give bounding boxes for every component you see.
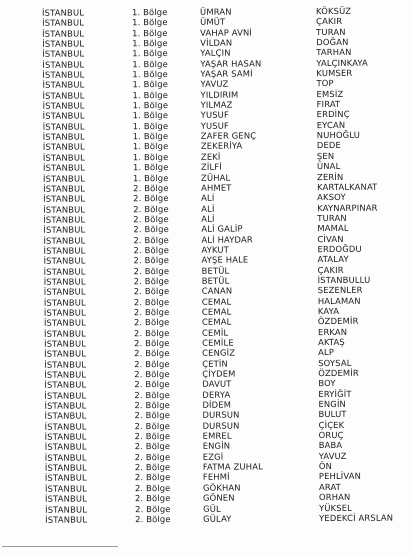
region-cell: 1. Bölge (132, 38, 168, 49)
city-cell: İSTANBUL (43, 307, 86, 318)
city-cell: İSTANBUL (42, 152, 85, 163)
city-cell: İSTANBUL (43, 328, 87, 339)
region-cell: 2. Bölge (133, 182, 169, 194)
last-name-cell: EYCAN (316, 119, 346, 130)
region-cell: 2. Bölge (133, 255, 170, 266)
first-name-cell: ALİ (201, 213, 215, 224)
last-name-cell: KAYA (317, 305, 340, 317)
region-cell: 2. Bölge (133, 296, 170, 307)
first-name-cell: ÇETİN (202, 358, 228, 369)
last-name-cell: KÖKSÜZ (315, 5, 352, 17)
city-cell: İSTANBUL (42, 79, 85, 91)
city-cell: İSTANBUL (44, 348, 87, 360)
city-cell: İSTANBUL (44, 483, 87, 494)
first-name-cell: YUSUF (200, 110, 229, 121)
city-cell: İSTANBUL (44, 338, 87, 349)
last-name-cell: NUHOĞLU (316, 129, 361, 141)
city-cell: İSTANBUL (43, 286, 86, 298)
region-cell: 2. Bölge (133, 286, 170, 297)
last-name-cell: KARTALKANAT (317, 181, 378, 192)
first-name-cell: ÇİYDEM (202, 368, 236, 379)
region-cell: 2. Bölge (133, 275, 170, 287)
last-name-cell: KUMSER (316, 67, 353, 79)
first-name-cell: DİDEM (202, 399, 232, 410)
region-cell: 2. Bölge (134, 420, 171, 431)
first-name-cell: CENGİZ (202, 347, 236, 359)
region-cell: 2. Bölge (133, 244, 170, 256)
last-name-cell: ÇAKIR (316, 16, 343, 27)
city-cell: İSTANBUL (43, 276, 86, 287)
region-cell: 2. Bölge (134, 400, 170, 411)
city-cell: İSTANBUL (42, 17, 85, 29)
city-cell: İSTANBUL (44, 462, 87, 473)
name-list (0, 5, 413, 525)
region-cell: 1. Bölge (131, 6, 168, 18)
first-name-cell: ÜMRAN (199, 6, 232, 17)
last-name-cell: ZERİN (317, 171, 344, 182)
first-name-cell: AYKUT (201, 244, 229, 255)
region-cell: 2. Bölge (134, 389, 170, 400)
region-cell: 2. Bölge (133, 317, 170, 328)
first-name-cell: CEMİL (201, 327, 229, 338)
city-cell: İSTANBUL (42, 59, 85, 70)
region-cell: 2. Bölge (134, 462, 171, 473)
city-cell: İSTANBUL (44, 452, 87, 463)
city-cell: İSTANBUL (45, 503, 88, 515)
region-cell: 2. Bölge (133, 224, 169, 235)
region-cell: 2. Bölge (135, 503, 171, 514)
last-name-cell: YÜKSEL (319, 502, 353, 513)
last-name-cell: EMSİZ (316, 88, 344, 99)
last-name-cell: ENGİN (318, 398, 346, 410)
first-name-cell: ALİ (201, 203, 215, 214)
first-name-cell: CEMAL (201, 316, 232, 328)
region-cell: 1. Bölge (132, 89, 169, 100)
last-name-cell: ERYİĞİT (318, 388, 352, 399)
city-cell: İSTANBUL (42, 131, 85, 142)
region-cell: 2. Bölge (134, 337, 170, 349)
last-name-cell: İSTANBULLU (317, 274, 371, 286)
first-name-cell: AYŞE HALE (201, 254, 249, 266)
region-cell: 2. Bölge (134, 358, 170, 369)
region-cell: 2. Bölge (134, 431, 171, 442)
first-name-cell: DAVUT (202, 378, 232, 390)
last-name-cell: ERDİNÇ (316, 109, 350, 120)
first-name-cell: YILMAZ (200, 99, 233, 110)
city-cell: İSTANBUL (44, 359, 87, 370)
first-name-cell: ZİLFİ (200, 161, 222, 172)
last-name-cell: ÜNAL (316, 161, 341, 172)
city-cell: İSTANBUL (43, 193, 86, 204)
city-cell: İSTANBUL (44, 493, 88, 504)
first-name-cell: DURSUN (202, 420, 240, 431)
region-cell: 2. Bölge (134, 441, 171, 452)
last-name-cell: ATALAY (317, 254, 349, 265)
first-name-cell: GÖKHAN (202, 482, 241, 493)
region-cell: 2. Bölge (134, 482, 171, 493)
first-name-cell: AHMET (201, 182, 232, 193)
last-name-cell: TARHAN (316, 47, 352, 58)
first-name-cell: EMREL (202, 430, 232, 441)
last-name-cell: ORHAN (318, 492, 351, 503)
last-name-cell: SOYSAL (318, 357, 352, 368)
last-name-cell: ARAT (318, 481, 341, 492)
first-name-cell: GÜLAY (203, 513, 232, 524)
city-cell: İSTANBUL (42, 121, 85, 132)
region-cell: 2. Bölge (134, 410, 171, 421)
city-cell: İSTANBUL (43, 172, 86, 184)
city-cell: İSTANBUL (43, 266, 86, 277)
first-name-cell: YALÇIN (200, 47, 231, 59)
first-name-cell: YUSUF (200, 120, 230, 131)
region-cell: 2. Bölge (134, 493, 171, 504)
list-row (3, 512, 413, 525)
last-name-cell: ALP (318, 347, 335, 358)
region-cell: 2. Bölge (134, 348, 170, 359)
first-name-cell: FATMA ZUHAL (202, 461, 263, 472)
first-name-cell: DERYA (202, 389, 231, 400)
city-cell: İSTANBUL (42, 69, 85, 80)
city-cell: İSTANBUL (43, 204, 86, 215)
region-cell: 1. Bölge (132, 131, 169, 142)
city-cell: İSTANBUL (44, 441, 87, 453)
last-name-cell: BABA (318, 440, 343, 451)
region-cell: 2. Bölge (133, 306, 170, 318)
first-name-cell: ZEKİ (200, 151, 221, 162)
first-name-cell: YAŞAR HASAN (200, 58, 262, 69)
last-name-cell: ÖZDEMİR (318, 367, 359, 379)
footer-rule (2, 546, 118, 547)
last-name-cell: CİVAN (317, 233, 344, 244)
last-name-cell: TURAN (317, 212, 347, 223)
city-cell: İSTANBUL (41, 7, 85, 18)
region-cell: 1. Bölge (132, 27, 168, 38)
last-name-cell: ÇİÇEK (318, 419, 345, 430)
first-name-cell: EZGİ (202, 451, 224, 462)
city-cell: İSTANBUL (42, 28, 85, 39)
first-name-cell: ZEKERİYA (200, 140, 243, 152)
last-name-cell: ERDOĞDU (317, 243, 362, 254)
first-name-cell: BETÜL (201, 275, 230, 286)
city-cell: İSTANBUL (43, 245, 86, 256)
region-cell: 2. Bölge (133, 203, 169, 214)
first-name-cell: ALİ GALİP (201, 223, 243, 234)
first-name-cell: YAŞAR SAMİ (200, 68, 253, 79)
first-name-cell: YILDIRIM (200, 89, 239, 100)
first-name-cell: GÖNEN (202, 492, 235, 503)
region-cell: 1. Bölge (132, 151, 169, 163)
last-name-cell: ÇAKIR (317, 264, 344, 275)
last-name-cell: PEHLİVAN (318, 471, 362, 482)
first-name-cell: ZÜHAL (201, 172, 231, 183)
city-cell: İSTANBUL (43, 224, 86, 235)
city-cell: İSTANBUL (42, 162, 86, 173)
city-cell: İSTANBUL (43, 255, 86, 266)
city-cell: İSTANBUL (43, 183, 86, 194)
last-name-cell: AKSOY (317, 192, 346, 203)
last-name-cell: SEZENLER (317, 285, 363, 296)
city-cell: İSTANBUL (44, 472, 87, 484)
region-cell: 1. Bölge (132, 141, 169, 152)
region-cell: 2. Bölge (133, 265, 170, 276)
region-cell: 1. Bölge (132, 17, 168, 28)
city-cell: İSTANBUL (44, 431, 87, 442)
city-cell: İSTANBUL (44, 410, 87, 422)
city-cell: İSTANBUL (44, 390, 87, 401)
city-cell: İSTANBUL (42, 90, 85, 101)
region-cell: 1. Bölge (132, 120, 169, 131)
region-cell: 1. Bölge (132, 162, 169, 173)
last-name-cell: ŞEN (316, 150, 335, 161)
first-name-cell: VAHAP AVNİ (200, 27, 253, 38)
last-name-cell: BOY (318, 378, 336, 389)
region-cell: 2. Bölge (134, 472, 171, 483)
last-name-cell: KAYNARPINAR (317, 202, 378, 213)
region-cell: 1. Bölge (132, 48, 168, 59)
first-name-cell: ZAFER GENÇ (200, 130, 257, 141)
last-name-cell: YEDEKCİ ARSLAN (319, 512, 394, 523)
first-name-cell: ALİ HAYDAR (201, 234, 253, 245)
city-cell: İSTANBUL (43, 297, 86, 308)
last-name-cell: FIRAT (316, 99, 341, 110)
last-name-cell: BULUT (318, 409, 347, 420)
last-name-cell: DOĞAN (316, 36, 349, 48)
region-cell: 1. Bölge (132, 100, 169, 111)
last-name-cell: ERKAN (317, 326, 348, 337)
region-cell: 2. Bölge (133, 327, 170, 338)
last-name-cell: ORUÇ (318, 430, 344, 441)
region-cell: 2. Bölge (133, 213, 169, 225)
region-cell: 2. Bölge (134, 451, 171, 462)
city-cell: İSTANBUL (42, 100, 85, 111)
last-name-cell: MAMAL (317, 223, 349, 234)
last-name-cell: YALÇINKAYA (316, 57, 368, 68)
city-cell: İSTANBUL (42, 38, 85, 49)
region-cell: 2. Bölge (133, 193, 169, 204)
region-cell: 2. Bölge (134, 379, 170, 390)
first-name-cell: CEMAL (201, 306, 232, 317)
first-name-cell: ENGİN (202, 441, 231, 452)
last-name-cell: DEDE (316, 140, 341, 151)
city-cell: İSTANBUL (44, 369, 87, 380)
region-cell: 1. Bölge (132, 79, 169, 90)
last-name-cell: HALAMAN (317, 295, 361, 306)
first-name-cell: ALİ (201, 192, 215, 203)
first-name-cell: ÜMÜT (200, 16, 226, 28)
region-cell: 1. Bölge (133, 172, 169, 183)
region-cell: 2. Bölge (133, 234, 169, 245)
last-name-cell: YAVUZ (318, 450, 347, 461)
city-cell: İSTANBUL (42, 141, 85, 153)
first-name-cell: CANAN (201, 285, 233, 297)
last-name-cell: TOP (316, 78, 334, 89)
region-cell: 1. Bölge (132, 110, 169, 121)
first-name-cell: CEMAL (201, 296, 232, 307)
last-name-cell: AKTAŞ (318, 336, 345, 348)
first-name-cell: CEMİLE (202, 337, 234, 348)
region-cell: 2. Bölge (134, 369, 170, 380)
region-cell: 1. Bölge (132, 69, 168, 80)
region-cell: 1. Bölge (132, 58, 168, 69)
first-name-cell: GÜL (203, 503, 221, 514)
city-cell: İSTANBUL (42, 110, 85, 122)
last-name-cell: TURAN (316, 26, 346, 37)
first-name-cell: BETÜL (201, 265, 230, 276)
last-name-cell: ÖN (318, 461, 333, 472)
region-cell: 2. Bölge (135, 513, 171, 525)
city-cell: İSTANBUL (43, 317, 86, 329)
last-name-cell: ÖZDEMİR (317, 316, 359, 327)
city-cell: İSTANBUL (45, 514, 88, 525)
city-cell: İSTANBUL (43, 214, 86, 225)
first-name-cell: VİLDAN (200, 37, 233, 48)
city-cell: İSTANBUL (44, 379, 87, 391)
city-cell: İSTANBUL (42, 48, 85, 60)
city-cell: İSTANBUL (43, 235, 86, 246)
first-name-cell: FEHMİ (202, 472, 230, 483)
first-name-cell: DURSUN (202, 409, 240, 421)
city-cell: İSTANBUL (44, 400, 87, 411)
city-cell: İSTANBUL (44, 421, 87, 432)
first-name-cell: YAVUZ (200, 79, 229, 90)
